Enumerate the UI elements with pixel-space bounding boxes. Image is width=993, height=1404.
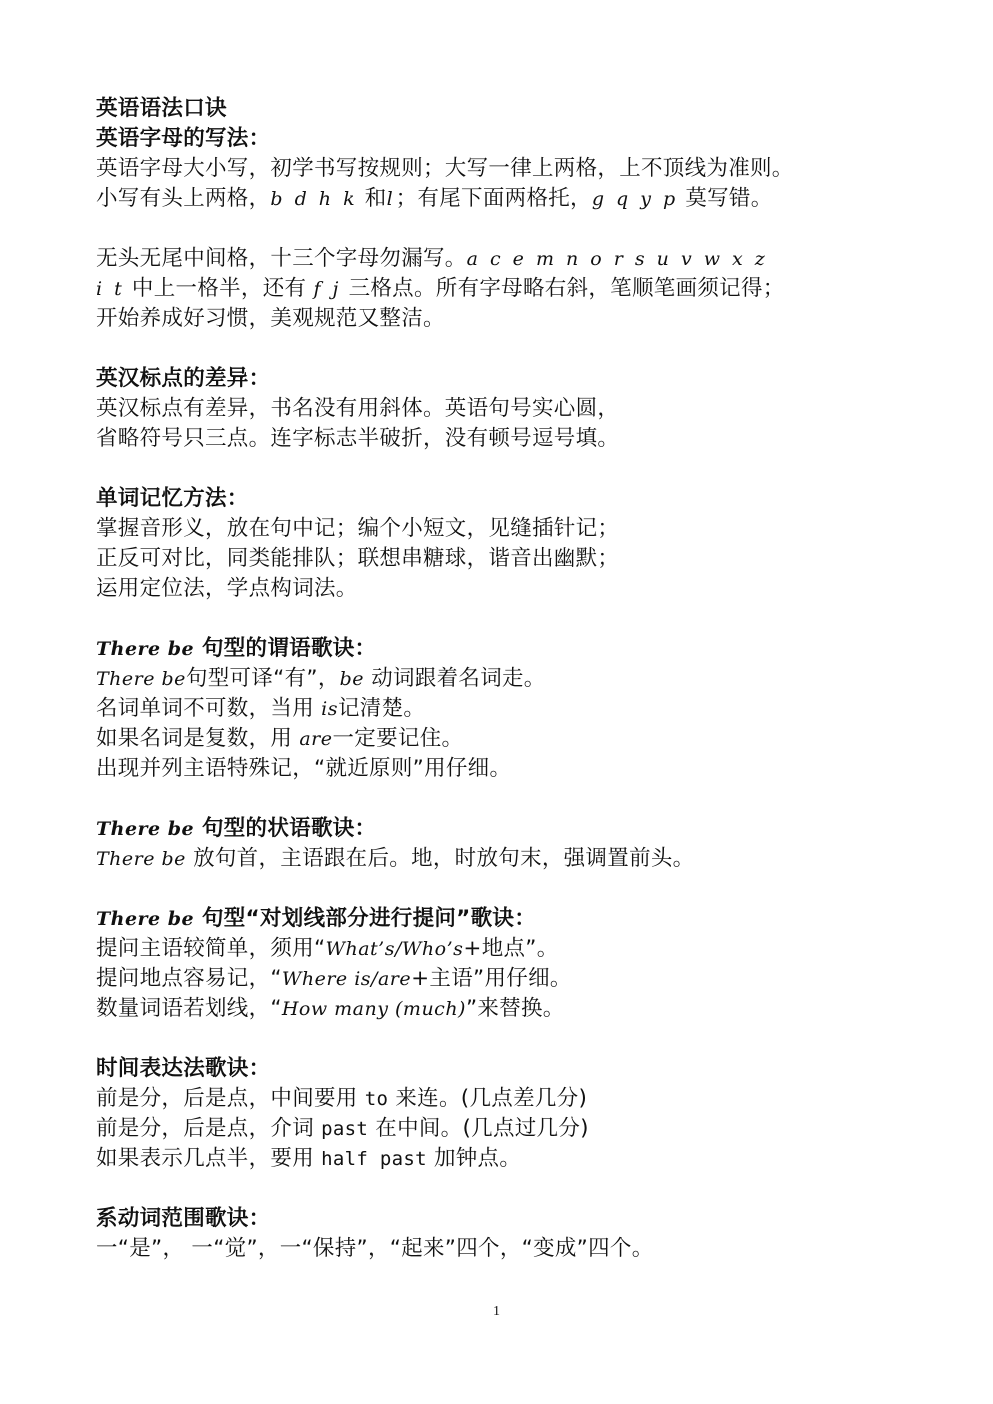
- text-line: 正反可对比，同类能排队；联想串糖球，谐音出幽默；: [96, 546, 620, 571]
- text-fragment: 小写有头上两格，: [96, 186, 271, 211]
- text-fragment: 数量词语若划线，“: [96, 996, 282, 1021]
- english-term: to: [364, 1088, 389, 1110]
- text-line: [96, 694, 916, 724]
- english-term: are: [299, 728, 333, 750]
- text-fragment: 提问地点容易记，“: [96, 966, 282, 991]
- text-line: 省略符号只三点。连字标志半破折，没有顿号逗号填。: [96, 426, 620, 451]
- document-title: 英语语法口诀: [96, 96, 227, 121]
- text-fragment: 句型的谓语歌诀：: [201, 636, 377, 661]
- paragraph-gap: [96, 874, 916, 904]
- text-fragment: 记清楚。: [337, 696, 426, 721]
- paragraph-gap: [96, 1024, 916, 1054]
- text-fragment: 句型“对划线部分进行提问”歌诀：: [201, 906, 536, 931]
- english-term: is: [321, 698, 338, 720]
- text-line: 掌握音形义，放在句中记；编个小短文，见缝插针记；: [96, 516, 620, 541]
- text-fragment: 莫写错。: [685, 186, 773, 211]
- text-fragment: 句型的状语歌诀：: [201, 816, 377, 841]
- english-term: What’s/Who’s: [325, 938, 464, 960]
- text-line: [96, 934, 916, 964]
- letters-example: g q y p: [591, 188, 679, 210]
- text-fragment: +地点”。: [463, 936, 559, 961]
- english-term: half past: [321, 1148, 427, 1170]
- text-fragment: ；有尾下面两格托，: [395, 186, 592, 211]
- letters-example: l: [386, 188, 396, 210]
- paragraph-gap: [96, 1174, 916, 1204]
- text-line: [96, 244, 916, 274]
- document-page: [96, 94, 916, 1264]
- paragraph-gap: [96, 454, 916, 484]
- text-fragment: 在中间。(几点过几分): [375, 1116, 589, 1141]
- text-fragment: 一定要记住。: [332, 726, 464, 751]
- text-fragment: 名词单词不可数，当用: [96, 696, 315, 721]
- text-fragment: 中上一格半，还有: [131, 276, 307, 301]
- text-line: [96, 184, 916, 214]
- english-term: There be: [96, 848, 186, 870]
- english-term: past: [321, 1118, 369, 1140]
- text-fragment: 如果表示几点半，要用: [96, 1146, 315, 1171]
- text-fragment: 和: [364, 186, 387, 211]
- paragraph-gap: [96, 214, 916, 244]
- section-heading-punctuation: 英汉标点的差异：: [96, 366, 271, 391]
- text-line: [96, 1114, 916, 1144]
- paragraph-gap: [96, 784, 916, 814]
- text-line: [96, 274, 916, 304]
- text-line: 开始养成好习惯，美观规范又整洁。: [96, 306, 445, 331]
- text-line: [96, 664, 916, 694]
- text-line: [96, 964, 916, 994]
- page-number: 1: [493, 1304, 500, 1319]
- text-fragment: 来连。(几点差几分): [395, 1086, 588, 1111]
- text-line: 一“是”， 一“觉”，一“保持”，“起来”四个，“变成”四个。: [96, 1236, 654, 1261]
- text-fragment: 如果名词是复数，用: [96, 726, 293, 751]
- letters-example: b d h k: [270, 188, 358, 210]
- section-heading-there-be-adverbial: [96, 814, 916, 844]
- section-heading-letters: 英语字母的写法：: [96, 126, 271, 151]
- text-fragment: 提问主语较简单，须用“: [96, 936, 326, 961]
- paragraph-gap: [96, 334, 916, 364]
- english-term: There be: [96, 908, 195, 930]
- text-line: [96, 1144, 916, 1174]
- section-heading-time: 时间表达法歌诀：: [96, 1056, 271, 1081]
- text-fragment: ”来替换。: [465, 996, 565, 1021]
- text-line: 运用定位法，学点构词法。: [96, 576, 358, 601]
- text-line: [96, 994, 916, 1024]
- text-fragment: 前是分，后是点，介词: [96, 1116, 315, 1141]
- english-term: There be: [96, 638, 195, 660]
- letters-example: a c e m n o r s u v w x z: [466, 248, 768, 270]
- section-heading-there-be-predicate: [96, 634, 916, 664]
- text-line: 出现并列主语特殊记，“就近原则”用仔细。: [96, 756, 512, 781]
- text-line: 英汉标点有差异，书名没有用斜体。英语句号实心圆，: [96, 396, 620, 421]
- english-term: There be: [96, 668, 186, 690]
- text-line: [96, 1084, 916, 1114]
- english-term: be: [339, 668, 365, 690]
- text-fragment: 前是分，后是点，中间要用: [96, 1086, 358, 1111]
- text-line: [96, 844, 916, 874]
- english-term: There be: [96, 818, 195, 840]
- paragraph-gap: [96, 604, 916, 634]
- text-fragment: 句型可译“有”，: [185, 666, 340, 691]
- section-heading-memory: 单词记忆方法：: [96, 486, 249, 511]
- english-term: Where is/are: [281, 968, 412, 990]
- text-fragment: 加钟点。: [433, 1146, 522, 1171]
- section-heading-there-be-questions: [96, 904, 916, 934]
- text-fragment: 放句首，主语跟在后。地，时放句末，强调置前头。: [193, 846, 695, 871]
- text-fragment: 动词跟着名词走。: [371, 666, 546, 691]
- english-term: How many (much): [281, 998, 466, 1020]
- section-heading-linking-verbs: 系动词范围歌诀：: [96, 1206, 271, 1231]
- letters-example: f j: [313, 278, 342, 300]
- text-fragment: 三格点。所有字母略右斜，笔顺笔画须记得；: [348, 276, 785, 301]
- letters-example: i t: [96, 278, 125, 300]
- text-fragment: 无头无尾中间格，十三个字母勿漏写。: [96, 246, 467, 271]
- text-fragment: +主语”用仔细。: [411, 966, 572, 991]
- text-line: 英语字母大小写，初学书写按规则；大写一律上两格，上不顶线为准则。: [96, 156, 794, 181]
- text-line: [96, 724, 916, 754]
